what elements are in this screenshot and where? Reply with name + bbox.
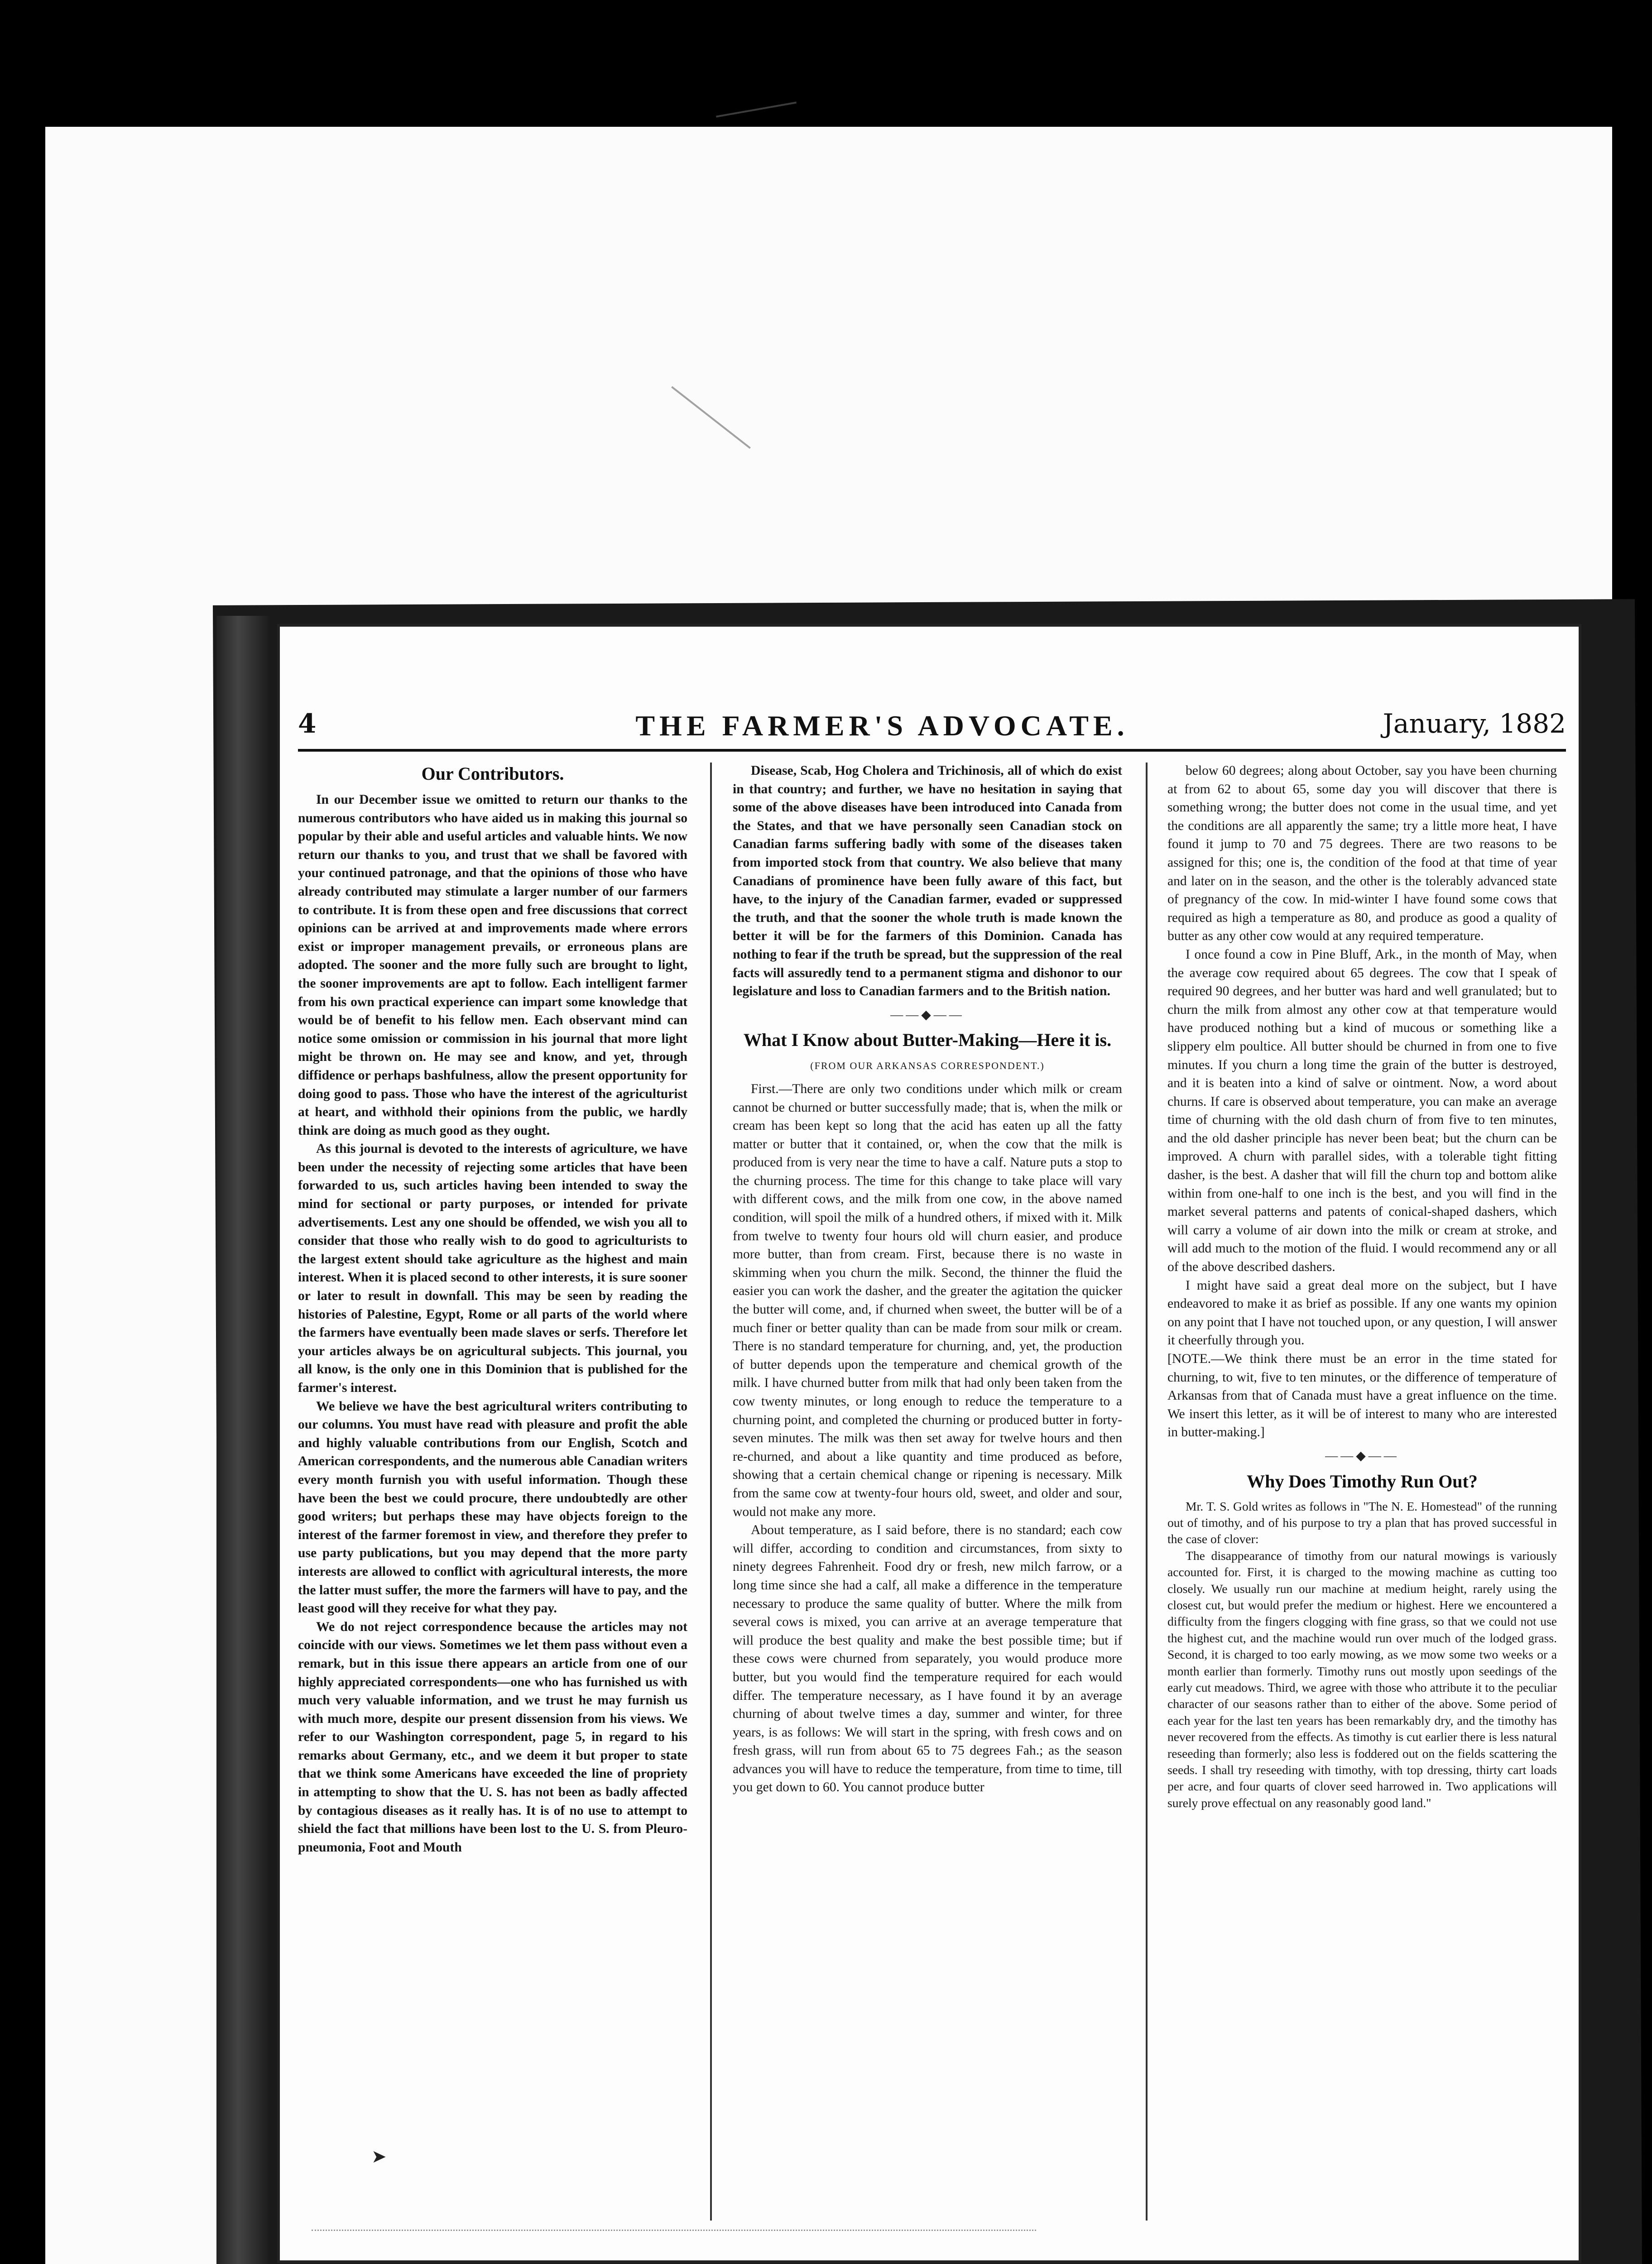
pointer-mark-icon: ➤ bbox=[371, 2146, 387, 2167]
article-title-timothy: Why Does Timothy Run Out? bbox=[1247, 1471, 1478, 1492]
column-rule bbox=[1146, 763, 1148, 2221]
film-scratch bbox=[716, 101, 797, 117]
column-right bbox=[1167, 762, 1557, 2238]
issue-date: January, 1882 bbox=[1383, 708, 1566, 739]
article-title-butter-making: What I Know about Butter-Making—Here it is. bbox=[743, 1030, 1112, 1050]
article-paragraph: About temperature, as I said before, there is no standard; each cow will differ, according to condition and circumstances, from sixty to ninety degrees Fahrenheit. Food dry or fresh, new milch farrow, or a long time since she had a calf, all make a difference in the temperature necessary to produce the same quality of butter. Where the milk from several cows is mixed, you can arrive at an average temperature that will produce the best quality and make the best possible time; but if these cows were churned from separately, you would produce more butter, but you would find the temperature required for each would differ. The temperature necessary, as I have found it by an average churning of about twelve times a day, summer and winter, for three years, is as follows: We will start in the spring, with fresh cows and on fresh grass, will run from about 65 to 75 degrees Fah.; as the season advances you will have to reduce the temperature, from time to time, till you get down to 60. You cannot produce butter bbox=[733, 1523, 1122, 1795]
section-separator: ——◆—— bbox=[1325, 1449, 1399, 1463]
column-left bbox=[298, 762, 687, 2238]
article-title-contributors: Our Contributors. bbox=[421, 763, 564, 784]
article-paragraph: I once found a cow in Pine Bluff, Ark., in the month of May, when the average cow required about 65 degrees. The cow that I speak of required 90 degrees, and her butter was hard and well granulated; but to churn the milk from almost any other cow at that temperature would have produced nothing but a kind of mucous or something like a slippery elm poultice. All butter should be churned in from one to five minutes. If you churn a long time the grain of the butter is destroyed, and it is beaten into a kind of salve or ointment. Now, a word about churns. If care is observed about temperature, you can make an average time of churning with the old dash churn of from five to ten minutes, and the old dasher principle has never been beat; but the churn can be improved. A churn with parallel sides, with a tolerable tight fitting dasher, is the best. A dasher that will fill the churn top and bottom alike within from one-half to one inch is the best, and you will find in the market several patterns and patents of conical-shaped dashers, which will carry a volume of air down into the milk or cream at stroke, and will add much to the motion of the fluid. I would recommend any or all of the above described dashers. bbox=[1167, 947, 1557, 1275]
article-byline: (FROM OUR ARKANSAS CORRESPONDENT.) bbox=[810, 1060, 1045, 1072]
section-separator: ——◆—— bbox=[890, 1007, 965, 1022]
volume-spine bbox=[216, 616, 271, 2264]
column-middle bbox=[733, 762, 1122, 2238]
masthead bbox=[298, 708, 1566, 752]
editor-note: [NOTE.—We think there must be an error in the time stated for churning, to wit, five to ten minutes, or the difference of temperature of Arkansas from that of Canada must have a great influence on the time. We insert this letter, as it will be of interest to many who are interested in butter-making.] bbox=[1167, 1352, 1557, 1440]
page-edge-wear bbox=[312, 2230, 1036, 2235]
article-paragraph: As this journal is devoted to the interests of agriculture, we have been under the necessity of rejecting some articles that have been forwarded to us, such articles having been intended to sway the mind for sectional or party purposes, or intended for private advertisements. Lest any one should be offended, we wish you all to consider that those who really wish to do good to agriculturists to the largest extent should take agriculture as the highest and main interest. When it is placed second to other interests, it is sure sooner or later to result in downfall. This may be seen by reading the histories of Palestine, Egypt, Rome or all parts of the world where the farmers have eventually been made slaves or serfs. Therefore let your articles always be on agricultural subjects. This journal, you all know, is the only one in this Dominion that is published for the farmer's interest. bbox=[298, 1142, 687, 1395]
article-paragraph: We believe we have the best agricultural writers contributing to our columns. You must have read with pleasure and profit the able and highly valuable contributions from our English, Scotch and American correspondents, and the numerous able Canadian writers every month furnish you with useful information. Though these have been the best we could procure, there undoubtedly are other good writers; but perhaps these may have objects foreign to the interest of the farmer foremost in view, and therefore they prefer to use party publications, but you may depend that the more party interests are allowed to conflict with agricultural interests, the more the latter must suffer, the more the farmers will have to pay, and the least good will they receive for what they pay. bbox=[298, 1399, 687, 1616]
article-paragraph: Mr. T. S. Gold writes as follows in "The N. E. Homestead" of the running out of timothy, and of his purpose to try a plan that has proved successful in the case of clover: bbox=[1167, 1499, 1557, 1546]
article-paragraph: In our December issue we omitted to return our thanks to the numerous contributors who have aided us in making this journal so popular by their able and useful articles and valuable hints. We now return our thanks to you, and trust that we shall be favored with your continued patronage, and that the opinions of those who have already contributed may stimulate a larger number of our farmers to contribute. It is from these open and free discussions that correct opinions can be arrived at and improvements made where errors exist or improper management prevails, or erroneous plans are adopted. The sooner and the more fully such are brought to light, the sooner improvements are apt to follow. Each intelligent farmer from his own practical experience can impart some knowledge that would be of benefit to his fellow men. Each observant mind can notice some omission or commission in his journal that more light might be thrown on. He may see and know, and yet, through diffidence or perhaps bashfulness, allow the present opportunity for doing good to pass. Those who have the interest of the agriculturist at heart, and withhold their opinions from the public, we hardly think are doing as much good as they ought. bbox=[298, 792, 687, 1138]
article-paragraph: The disappearance of timothy from our natural mowings is variously accounted for. First, it is charged to the mowing machine as cutting too closely. We usually run our machine at medium height, rarely using the closest cut, but would prefer the medium or highest. Here we encountered a difficulty from the fingers clogging with fine grass, so that we could not use the highest cut, and the machine would run over much of the lodged grass. Second, it is charged to too early mowing, as we mow some two weeks or a month earlier than formerly. Timothy runs out mostly upon seedings of the early cut meadows. Third, we agree with those who attribute it to the peculiar character of our seasons rather than to either of the above. Some period of each year for the last ten years has been remarkably dry, and the timothy has never recovered from the effects. As timothy is cut earlier there is less natural reseeding than formerly; also less is foddered out on the fields scattering the seeds. I shall try reseeding with timothy, with top dressing, thirty cart loads per acre, and four quarts of clover seed harrowed in. Two applications will surely prove effectual on any reasonably good land." bbox=[1167, 1548, 1557, 1810]
paper-title: THE FARMER'S ADVOCATE. bbox=[635, 710, 1129, 742]
article-paragraph: I might have said a great deal more on the subject, but I have endeavored to make it as brief as possible. If any one wants my opinion on any point that I have not touched upon, or any question, I will answer it cheerfully through you. bbox=[1167, 1278, 1557, 1348]
article-paragraph: below 60 degrees; along about October, say you have been churning at from 62 to about 65, some day you will discover that there is something wrong; the butter does not come in the usual time, and yet the conditions are all apparently the same; try a little more heat, I have found it jump to 70 and 75 degrees. There are two reasons to be assigned for this; one is, the condition of the food at that time of year and later on in the season, and the other is the tolerably advanced state of pregnancy of the cow. In mid-winter I have found some cows that required as high a temperature as 80, and produce as good a quality of butter as any other cow would at any required temperature. bbox=[1167, 763, 1557, 944]
article-paragraph: We do not reject correspondence because the articles may not coincide with our views. Sometimes we let them pass without even a remark, but in this issue there appears an article from one of our highly appreciated correspondents—one who has furnished us with much very valuable information, and we trust he may furnish us with much more, despite our present dissension from his views. We refer to our Washington correspondent, page 5, in regard to his remarks about Germany, etc., and we deem it but proper to state that we think some Americans have exceeded the line of propriety in attempting to show that the U. S. has not been as badly affected by contagious diseases as it really has. It is of no use to attempt to shield the fact that millions have been lost to the U. S. from Pleuro-pneumonia, Foot and Mouth bbox=[298, 1619, 687, 1855]
newspaper-page bbox=[277, 624, 1581, 2263]
article-paragraph: First.—There are only two conditions under which milk or cream cannot be churned or butter successfully made; that is, when the milk or cream has been kept so long that the acid has eaten up all the fatty matter or butter that it contained, or, when the cow that the milk is produced from is very near the time to have a calf. Nature puts a stop to the churning process. The time for this change to take place will vary with different cows, and the milk from one cow, in the above named condition, will spoil the milk of a hundred others, if mixed with it. Milk from twelve to twenty four hours old will churn easier, and produce more butter, than from cream. First, because there is no waste in skimming when you churn the milk. Second, the thinner the fluid the easier you can work the dasher, and the greater the agitation the quicker the butter will come, and, if churned when sweet, the butter will be of a much finer or better quality than can be made from sour milk or cream. There is no standard temperature for churning, and, yet, the production of butter depends upon the temperature and chemical growth of the milk. I have churned butter from milk that had only been taken from the cow twenty minutes, or long enough to reduce the temperature to a churning point, and completed the churning or produced butter in forty-seven minutes. The milk was then set away for twelve hours and then re-churned, and about a like quantity and time produced as before, showing that a certain chemical change or ripening is necessary. Milk from the same cow at twenty-four hours old, sweet, and older and sour, would not make any more. bbox=[733, 1081, 1122, 1519]
article-paragraph: Disease, Scab, Hog Cholera and Trichinosis, all of which do exist in that country; and further, we have no hesitation in saying that some of the above diseases have been introduced into Canada from the States, and that we have personally seen Canadian stock on Canadian farms suffering badly with some of the diseases taken from imported stock from that country. We also believe that many Canadians of prominence have been fully aware of this fact, but have, to the injury of the Canadian farmer, evaded or suppressed the truth, and that the sooner the whole truth is made known the better it will be for the farmers of this Dominion. Canada has nothing to fear if the truth be spread, but the suppression of the real facts will assuredly tend to a permanent stigma and dishonor to our legislature and loss to Canadian farmers and to the British nation. bbox=[733, 763, 1122, 999]
page-number: 4 bbox=[298, 708, 317, 739]
column-rule bbox=[710, 763, 712, 2221]
